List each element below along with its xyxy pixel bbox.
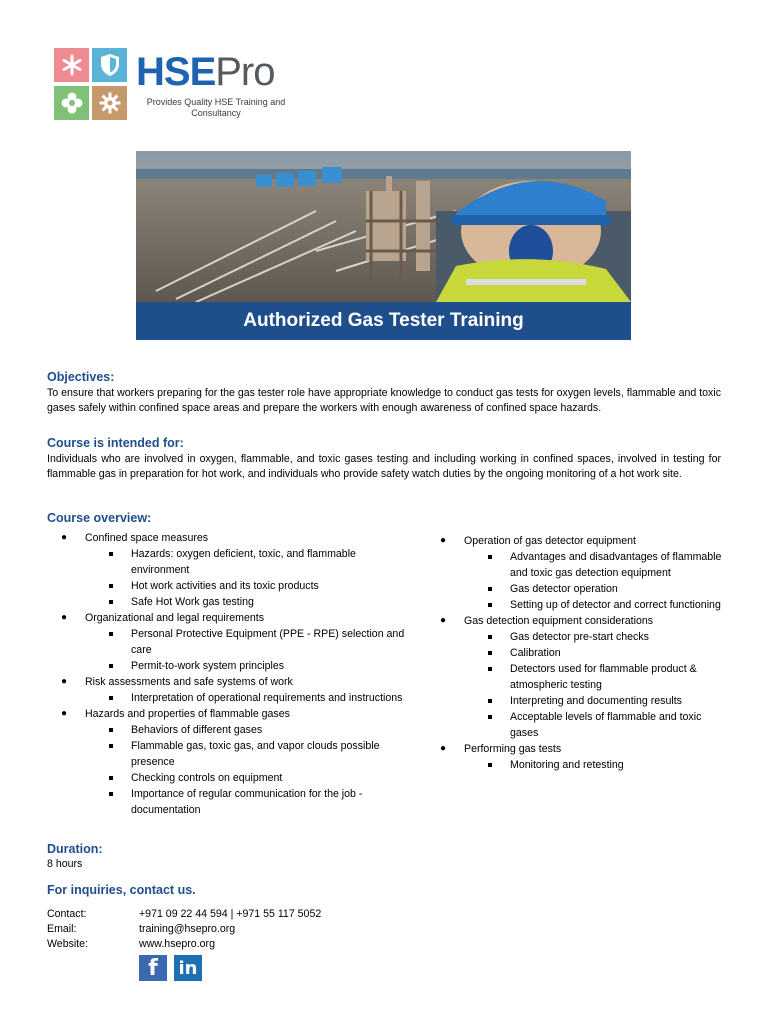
subitem-label: Detectors used for flammable product & atmospheric testing xyxy=(510,663,697,691)
overview-topic xyxy=(426,741,731,773)
overview-subitem xyxy=(85,770,417,786)
intended-text: Individuals who are involved in oxygen, flammable, and toxic gases testing and including working in confined spaces, involved in testing for flammable gas in preparation for hot work, and individuals who provide safety watch duties by the ongoing monitoring of a hot work site. xyxy=(47,453,721,480)
logo-tiles xyxy=(54,48,128,120)
hsepro-logo xyxy=(54,48,294,123)
overview-subitem xyxy=(85,546,417,578)
gear-icon xyxy=(92,86,127,120)
overview-topic xyxy=(47,706,417,818)
subitem-label: Interpreting and documenting results xyxy=(510,695,682,707)
subitem-label: Monitoring and retesting xyxy=(510,759,624,771)
overview-subitem xyxy=(464,709,731,741)
banner xyxy=(136,151,631,340)
banner-photo xyxy=(136,151,631,302)
overview-subitem xyxy=(85,738,417,770)
square-bullet-icon xyxy=(109,696,113,700)
overview-subitem xyxy=(464,645,731,661)
square-bullet-icon xyxy=(109,792,113,796)
square-bullet-icon xyxy=(109,776,113,780)
subitem-label: Safe Hot Work gas testing xyxy=(131,596,254,608)
intended-heading: Course is intended for: xyxy=(47,436,184,450)
overview-topic xyxy=(426,613,731,741)
topic-label: Performing gas tests xyxy=(464,743,562,755)
overview-subitem xyxy=(464,661,731,693)
subitem-label: Calibration xyxy=(510,647,561,659)
brand-name xyxy=(136,50,275,94)
contact-email-link[interactable]: training@hsepro.org xyxy=(139,923,236,935)
square-bullet-icon xyxy=(109,664,113,668)
duration-heading: Duration: xyxy=(47,842,103,856)
overview-subitem xyxy=(85,658,417,674)
contact-row-email xyxy=(47,922,321,937)
snowflake-icon xyxy=(54,48,89,82)
topic-label: Gas detection equipment considerations xyxy=(464,615,654,627)
square-bullet-icon xyxy=(488,587,492,591)
flower-icon xyxy=(54,86,89,120)
topic-label: Organizational and legal requirements xyxy=(85,612,265,624)
square-bullet-icon xyxy=(488,667,492,671)
overview-subitem xyxy=(85,690,417,706)
subitem-label: Permit-to-work system principles xyxy=(131,660,285,672)
subitem-label: Interpretation of operational requirements and instructions xyxy=(131,692,403,704)
overview-subitem xyxy=(85,594,417,610)
objectives-heading: Objectives: xyxy=(47,370,115,384)
bullet-icon: ● xyxy=(440,535,447,546)
square-bullet-icon xyxy=(109,600,113,604)
shield-icon xyxy=(92,48,127,82)
bullet-icon: ● xyxy=(440,615,447,626)
overview-topic xyxy=(426,533,731,613)
overview-heading: Course overview: xyxy=(47,511,152,525)
brand-name-pro: Pro xyxy=(215,50,275,94)
bullet-icon: ● xyxy=(61,612,68,623)
overview-subitem xyxy=(464,581,731,597)
contact-row-website xyxy=(47,937,321,952)
facebook-glyph: f xyxy=(148,955,158,981)
subitem-label: Setting up of detector and correct functioning xyxy=(510,599,721,611)
square-bullet-icon xyxy=(109,728,113,732)
facebook-icon[interactable] xyxy=(139,955,167,981)
subitem-label: Hot work activities and its toxic products xyxy=(131,580,319,592)
banner-title: Authorized Gas Tester Training xyxy=(136,302,631,340)
contact-label: Contact: xyxy=(47,908,87,920)
social-links xyxy=(139,955,202,981)
square-bullet-icon xyxy=(488,635,492,639)
square-bullet-icon xyxy=(488,603,492,607)
overview-left-column xyxy=(47,530,417,818)
overview-topic xyxy=(47,610,417,674)
square-bullet-icon xyxy=(109,744,113,748)
bullet-icon: ● xyxy=(61,532,68,543)
topic-label: Operation of gas detector equipment xyxy=(464,535,636,547)
subitem-label: Personal Protective Equipment (PPE - RPE) selection and care xyxy=(131,628,405,656)
bullet-icon: ● xyxy=(440,743,447,754)
square-bullet-icon xyxy=(488,555,492,559)
contact-block xyxy=(47,907,321,952)
bullet-icon: ● xyxy=(61,676,68,687)
overview-subitem xyxy=(85,578,417,594)
square-bullet-icon xyxy=(488,715,492,719)
subitem-label: Gas detector pre-start checks xyxy=(510,631,649,643)
subitem-label: Behaviors of different gases xyxy=(131,724,263,736)
topic-label: Hazards and properties of flammable gases xyxy=(85,708,290,720)
linkedin-glyph: in xyxy=(178,957,198,979)
subitem-label: Importance of regular communication for the job - documentation xyxy=(131,788,363,816)
topic-label: Risk assessments and safe systems of work xyxy=(85,676,293,688)
subitem-label: Acceptable levels of flammable and toxic gases xyxy=(510,711,702,739)
brand-tagline: Provides Quality HSE Training and Consultancy xyxy=(146,97,286,118)
brand-name-hse: HSE xyxy=(136,50,216,94)
contact-phone[interactable]: +971 09 22 44 594 | +971 55 117 5052 xyxy=(139,908,322,920)
bullet-icon: ● xyxy=(61,708,68,719)
objectives-text: To ensure that workers preparing for the gas tester role have appropriate knowledge to conduct gas tests for oxygen levels, flammable and toxic gases safely within confined space areas and prepare the workers with enough awareness of confined space hazards. xyxy=(47,387,721,414)
square-bullet-icon xyxy=(109,552,113,556)
overview-topic xyxy=(47,530,417,610)
square-bullet-icon xyxy=(109,632,113,636)
overview-right-column xyxy=(426,533,731,773)
overview-subitem xyxy=(85,626,417,658)
subitem-label: Advantages and disadvantages of flammable and toxic gas detection equipment xyxy=(510,551,722,579)
topic-label: Confined space measures xyxy=(85,532,209,544)
website-label: Website: xyxy=(47,938,89,950)
square-bullet-icon xyxy=(488,651,492,655)
square-bullet-icon xyxy=(488,699,492,703)
email-label: Email: xyxy=(47,923,77,935)
subitem-label: Hazards: oxygen deficient, toxic, and flammable environment xyxy=(131,548,356,576)
overview-subitem xyxy=(85,722,417,738)
overview-topic xyxy=(47,674,417,706)
contact-website-link[interactable]: www.hsepro.org xyxy=(139,938,215,950)
square-bullet-icon xyxy=(488,763,492,767)
inquiries-heading: For inquiries, contact us. xyxy=(47,883,196,897)
square-bullet-icon xyxy=(109,584,113,588)
contact-row-phone xyxy=(47,907,321,922)
overview-subitem xyxy=(464,757,731,773)
duration-value: 8 hours xyxy=(47,858,83,870)
overview-subitem xyxy=(464,629,731,645)
overview-subitem xyxy=(464,597,731,613)
linkedin-icon[interactable] xyxy=(174,955,202,981)
overview-subitem xyxy=(85,786,417,818)
subitem-label: Gas detector operation xyxy=(510,583,618,595)
overview-subitem xyxy=(464,693,731,709)
subitem-label: Checking controls on equipment xyxy=(131,772,283,784)
overview-subitem xyxy=(464,549,731,581)
subitem-label: Flammable gas, toxic gas, and vapor clouds possible presence xyxy=(131,740,380,768)
